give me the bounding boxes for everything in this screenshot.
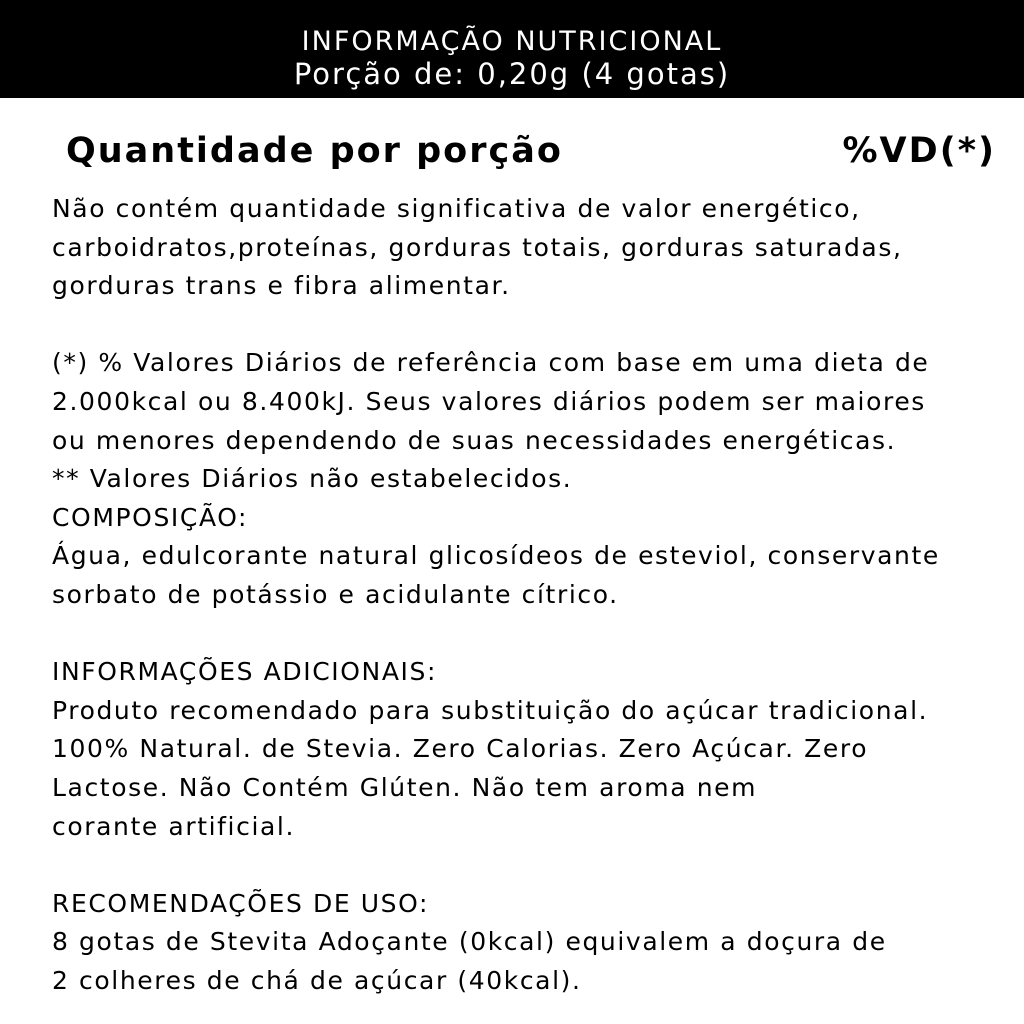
daily-values-line: 2.000kcal ou 8.400kJ. Seus valores diários podem ser maiores (52, 386, 926, 416)
daily-values-line: (*) % Valores Diários de referência com base em uma dieta de (52, 348, 930, 378)
label-body (52, 190, 1012, 1000)
usage-line: 8 gotas de Stevita Adoçante (0kcal) equivalem a doçura de (52, 927, 887, 957)
daily-values-line: ** Valores Diários não estabelecidos. (52, 464, 573, 494)
usage-line: 2 colheres de chá de açúcar (40kcal). (52, 965, 582, 995)
additional-info-heading: INFORMAÇÕES ADICIONAIS: (52, 657, 437, 687)
spacer (52, 615, 1012, 654)
spacer (52, 846, 1012, 885)
nutrition-note-line: carboidratos,proteínas, gorduras totais, gorduras saturadas, (52, 232, 903, 262)
nutrition-note-line: Não contém quantidade significativa de valor energético, (52, 194, 861, 223)
spacer (52, 306, 1012, 345)
composition-heading: COMPOSIÇÃO: (52, 502, 249, 532)
header-title: INFORMAÇÃO NUTRICIONAL (301, 26, 723, 57)
additional-info-line: Lactose. Não Contém Glúten. Não tem aroma nem (52, 772, 758, 802)
composition-line: sorbato de potássio e acidulante cítrico. (52, 579, 619, 609)
daily-values-line: ou menores dependendo de suas necessidades energéticas. (52, 425, 897, 455)
vd-label: %VD(*) (842, 131, 996, 171)
nutrition-note-line: gorduras trans e fibra alimentar. (52, 271, 511, 301)
additional-info-line: 100% Natural. de Stevia. Zero Calorias. Zero Açúcar. Zero (52, 734, 869, 764)
additional-info-line: Produto recomendado para substituição do açúcar tradicional. (52, 695, 929, 725)
nutrition-header (0, 0, 1024, 98)
usage-heading: RECOMENDAÇÕES DE USO: (52, 888, 430, 918)
quantity-label: Quantidade por porção (66, 131, 563, 171)
quantity-row (66, 126, 996, 176)
composition-line: Água, edulcorante natural glicosídeos de esteviol, conservante (52, 541, 940, 571)
additional-info-line: corante artificial. (52, 811, 296, 841)
header-portion: Porção de: 0,20g (4 gotas) (293, 57, 731, 91)
